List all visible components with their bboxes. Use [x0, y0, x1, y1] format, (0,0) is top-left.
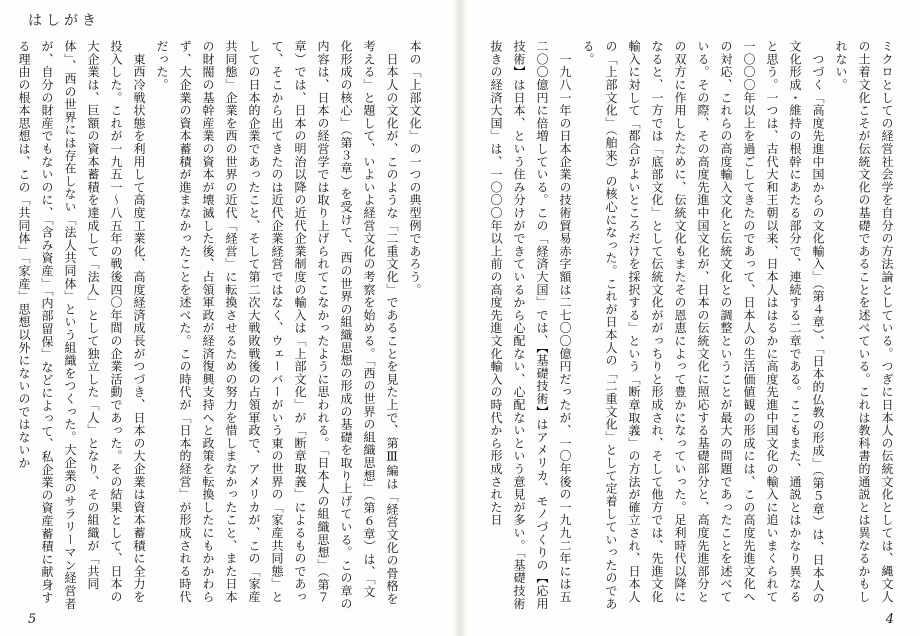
left-page	[0, 0, 452, 636]
right-page	[468, 0, 920, 636]
left-page-body-text: 本の「上部文化」の一つの典型例であろう。 日本人の文化が、このような「二重文化」であることを見た上で、第Ⅲ編は「経営文化の骨格を考える」と題して、いよいよ経営文化の考察を始める。「西の世界の組織思想」（第６章）は、「文化形成の核心」（第３章）を受けて、西の世界の組織思想の形成の基礎を取り上げている。この章の内容は、日本の経営学では取り上げられてこなかったように思われる。「日本人の組織思想」（第７章）では、日本の明治以降の近代企業制度の輸入は「上部文化」が「断章取義」によるものであって、そこから出てきたのは近代企業経営ではなく、ウェーバーがいう東の世界の「家産共同態」としての日本的企業であったこと、そして第二次大戦敗戦後の占領軍政で、アメリカが、この「家産共同態」企業を西の世界の近代「経営」に転換させるための努力を惜しまなかったこと、また日本の財閥の基幹産業の資本が壊滅した後、占領軍政が経済復興支持へと政策を転換したにもかかわらず、大企業の資本蓄積が進まなかったことを述べた。この時代が「日本的経営」が形成される時代だった。 東西冷戦状態を利用して高度工業化、高度経済成長がつづき、日本の大企業は資本蓄積に全力を投入した。これが一九五一〜八五年の戦後四〇年間の企業活動であった。その結果として、日本の大企業は、巨額の資本蓄積を達成して「法人」として独立した「人」となり、その組織が「共同体」、西の世界には存在しない「法人共同体」という組織をつくった。大企業のサラリーマン経営者が、自分の財産でもないのに、「含み資産」「内部留保」などによって、私企業の資産蓄積に献身する理由の根本思想は、この「共同体」「家産」思想以外にないのではないか	[17, 40, 422, 610]
running-header: はしがき	[28, 13, 100, 29]
right-page-body-text: ミクロとしての経営社会学を自分の方法論としている。つぎに日本人の伝統文化としては、縄文人の土着文化こそが伝統文化の基礎であることを述べている。これは教科書的通説とは異なるかもしれない。 つづく「高度先進中国からの文化輸入」（第４章）、「日本的仏教の形成」（第５章）は、日本人の文化形成・維持の根幹にあたる部分で、連続する二章である。ここもまた、通説とはかなり異なると思う。一つは、古代大和王朝以来、日本人ははるかに高度先進中国文化の輸入に追いまくられて一〇〇〇年以上を過ごしてきたのであって、日本人の生活価値観の形成には、この高度先進文化への対応、これらの高度輸入文化と伝統文化との調整ということが最大の問題であったことを述べている。その際、その高度先進中国文化が、日本の伝統文化に照応する基礎部分と、高度先進部分との双方に作用したために、伝統文化もまたその恩恵によって豊かになっていった。足利時代以降になると、一方では「底部文化」として伝統文化ががっちりと形成され、そして他方では、先進文化輸入に対して「都合がよいところだけを採択する」という「断章取義」の方法が確立され、日本人の「上部文化」（舶来）の核心になった。これが日本人の「二重文化」として定着していったのである。 一九八一年の日本企業の技術貿易赤字額は二七〇〇億円だったが、一〇年後の一九九二年には五二〇〇億円に倍増している。この「経済大国」では、【基礎技術】はアメリカ、モノづくりの【応用技術】は日本、という住み分けができているから心配ない、心配ないという意見が多い。「基礎技術抜きの経済大国」は、一〇〇〇年以上前の高度先進文化輸入の時代から形成された日	[489, 40, 894, 610]
book-gutter	[452, 0, 468, 636]
left-page-number: 5	[28, 612, 37, 627]
right-page-number: 4	[885, 612, 894, 627]
